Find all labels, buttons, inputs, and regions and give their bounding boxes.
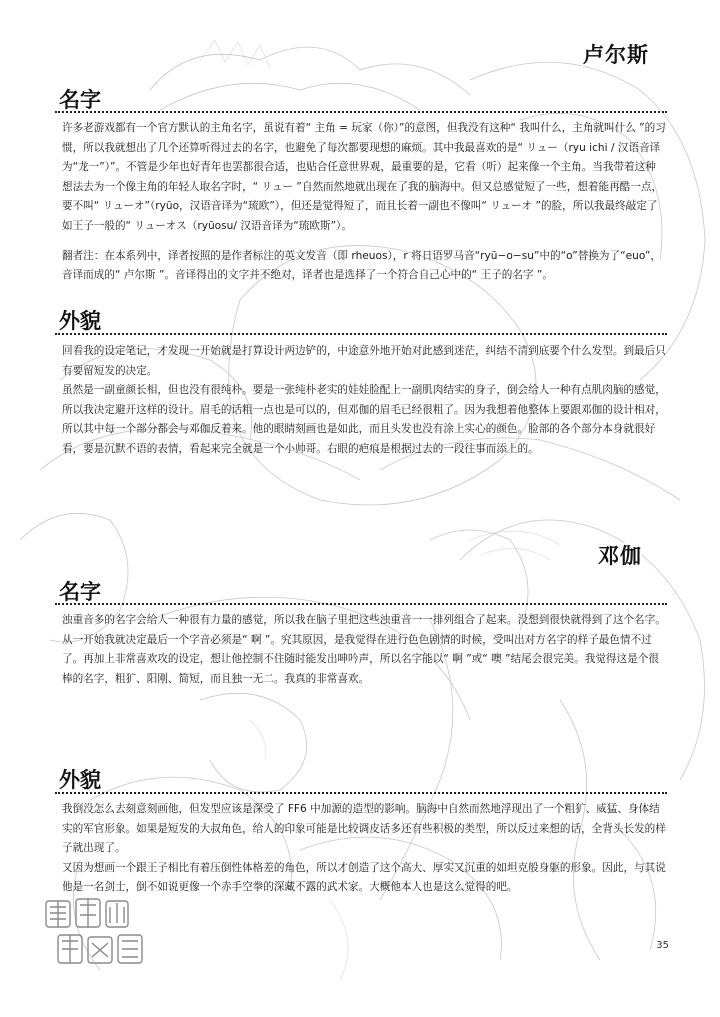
section1-name-paragraph-2: 翻者注：在本系列中，译者按照的是作者标注的英文发音（即 rheuos），r 将日语罗马音“ryū−o−su”中的“o”替换为了“euo”，音译而成的“ 卢尔斯 ”。音译得出的文字并不绝对，译者也是选择了一个符合自己心中的“ 王子的名字 ”。 [62,249,662,282]
section1-name-divider [55,111,667,113]
translation-group-stamp-logo [40,893,158,973]
section1-looks-text [62,342,666,460]
page-number: 35 [656,940,669,951]
section1-looks-divider [55,333,667,335]
section2-looks-paragraph-1: 我倒没怎么去刻意刻画他，但发型应该是深受了 FF6 中加源的造型的影响。脑海中自然而然地浮现出了一个粗犷、威猛、身体结实的军官形象。如果是短发的大叔角色，给人的印象可能是比较调皮话多还有些积极的类型，所以反过来想的话，全背头长发的样子就出现了。 [62,803,666,855]
character-name-dunga: 邓伽 [598,544,642,568]
section1-looks-paragraph-1: 回看我的设定笔记，才发现一开始就是打算设计两边铲的，中途意外地开始对此感到迷茫，纠结不清到底要个什么发型。到最后只有要留短发的决定。 [62,345,666,377]
section2-looks-heading: 外貌 [59,768,101,792]
section2-looks-paragraph-2: 又因为想画一个跟王子相比有着压倒性体格差的角色，所以才创造了这个高大、厚实又沉重的如坦克般身躯的形象。因此，与其说他是一名剑士，倒不如说更像一个赤手空拳的深藏不露的武术家。大概他本人也是这么觉得的吧。 [62,861,666,894]
section1-looks-paragraph-2: 虽然是一副童颜长相，但也没有很纯朴。要是一张纯朴老实的娃娃脸配上一副肌肉结实的身子，倒会给人一种有点肌肉脑的感觉，所以我决定避开这样的设计。眉毛的话粗一点也是可以的，但邓伽的眉毛已经很粗了。因为我想着他整体上要跟邓伽的设计相对，所以其中每一个部分都会与邓伽反着来。他的眼睛刻画也是如此，而且头发也没有涂上实心的颜色。脸部的各个部分本身就很好看，要是沉默不语的表情，看起来完全就是一个小帅哥。右眼的疤痕是根据过去的一段往事而添上的。 [62,384,666,455]
section2-looks-text [62,800,666,898]
section2-name-heading: 名字 [59,580,101,604]
section1-name-paragraph-1: 许多老游戏都有一个官方默认的主角名字，虽说有着“ 主角 = 玩家（你）”的意图，但我没有这种“ 我叫什么，主角就叫什么 ”的习惯，所以我就想出了几个还算听得过去的名字，也避免了每次都要现想的麻烦。其中我最喜欢的是“ リュー（ryu ichi / 汉语音译为“龙一”）”。不管是少年也好青年也罢都很合适，也贴合任意世界观，最重要的是，它看（听）起来像一个主角。当我带着这种想法去为一个像主角的年轻人取名字时，“ リュー ”自然而然地就出现在了我的脑海中。但又总感觉短了一些，想着能再酷一点，要不叫“ リューオ”（ryūo，汉语音译为“琉欧”），但还是觉得短了，而且长着一副也不像叫“ リューオ ”的脸，所以我最终敲定了如王子一般的“ リューオス（ryūosu/ 汉语音译为“琉欧斯”）。 [62,122,666,232]
section1-name-text [62,119,666,286]
section2-name-text [62,611,666,689]
section2-name-paragraph-2: 从一开始我就决定最后一个字音必须是“ 啊 ”。究其原因，是我觉得在进行色色剧情的时候，受叫出对方名字的样子最色情不过了。再加上非常喜欢攻的设定，想让他控制不住随时能发出呻吟声，所以名字能以“ 啊 ”或“ 噢 ”结尾会很完美。我觉得这是个很棒的名字，粗犷、阳刚、简短，而且独一无二。我真的非常喜欢。 [62,633,659,685]
section2-name-divider [55,603,667,605]
section1-name-heading: 名字 [59,88,101,112]
section2-looks-divider [55,792,667,794]
section2-name-paragraph-1: 浊重音多的名字会给人一种很有力量的感觉，所以我在脑子里把这些浊重音一一排列组合了起来。没想到很快就得到了这个名字。 [62,614,666,626]
character-name-rheuos: 卢尔斯 [583,43,649,67]
section1-looks-heading: 外貌 [59,309,101,333]
